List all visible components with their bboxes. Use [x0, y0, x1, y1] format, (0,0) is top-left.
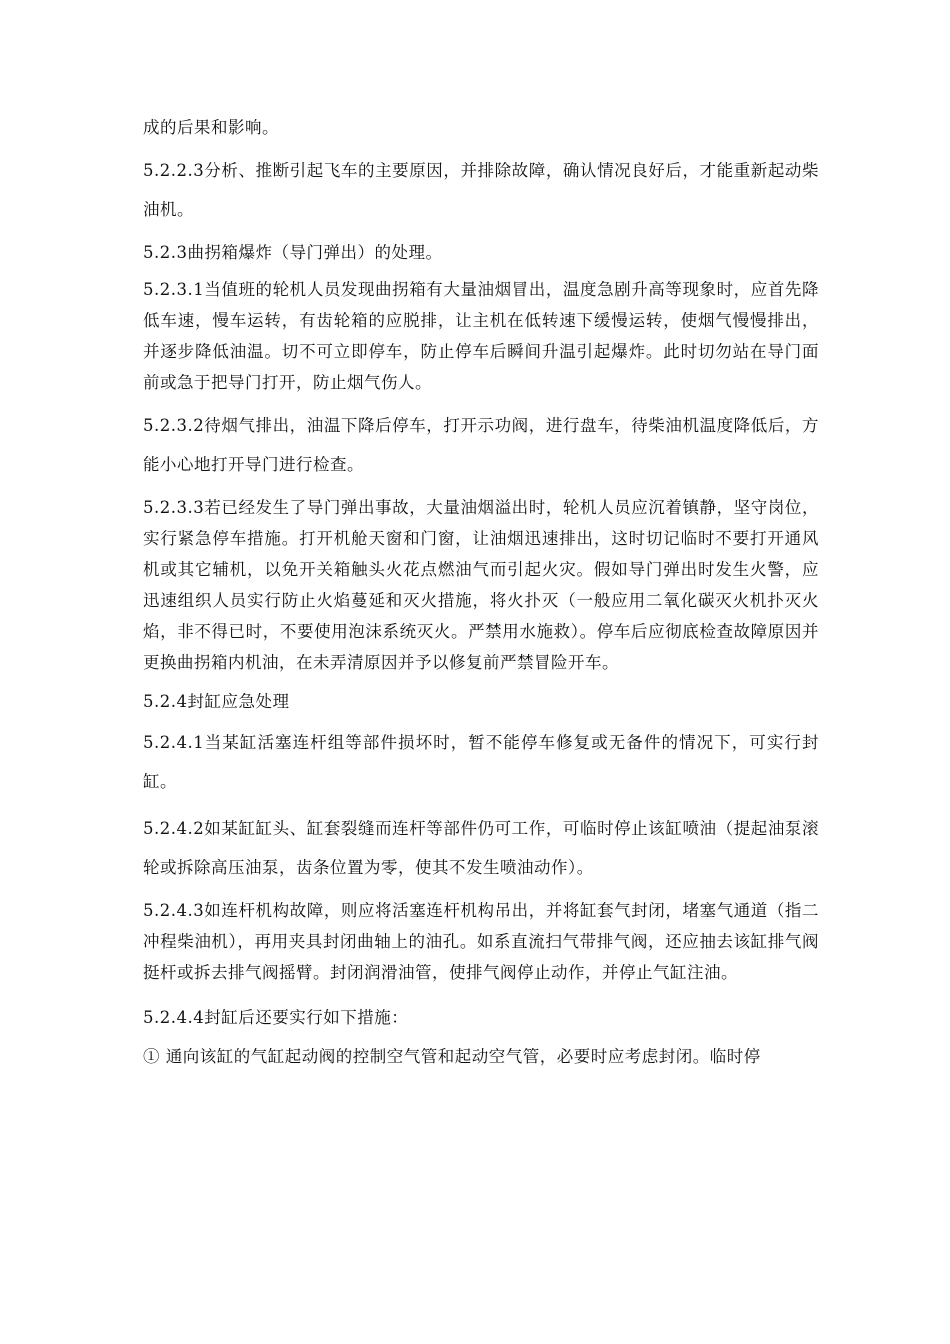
- paragraph-5-2-4-1: 5.2.4.1当某缸活塞连杆组等部件损坏时，暂不能停车修复或无备件的情况下，可实行封缸。: [143, 733, 819, 791]
- list-item-1: ① 通向该缸的气缸起动阀的控制空气管和起动空气管，必要时应考虑封闭。临时停: [143, 1047, 761, 1066]
- paragraph-5-2-4-2: 5.2.4.2如某缸缸头、缸套裂缝而连杆等部件仍可工作，可临时停止该缸喷油（提起油泵滚轮或拆除高压油泵，齿条位置为零，使其不发生喷油动作）。: [143, 819, 819, 877]
- paragraph-5-2-4-4: 5.2.4.4封缸后还要实行如下措施：: [143, 1008, 409, 1027]
- paragraph-5-2-3-3: 5.2.3.3若已经发生了导门弹出事故，大量油烟溢出时，轮机人员应沉着镇静，坚守岗位，实行紧急停车措施。打开机舱天窗和门窗，让油烟迅速排出，这时切记临时不要打开通风机或其它辅机，以免开关箱触头火花点燃油气而引起火灾。假如导门弹出时发生火警，应迅速组织人员实行防止火焰蔓延和灭火措施，将火扑灭（一般应用二氧化碳灭火机扑灭火焰，非不得已时，不要使用泡沫系统灭火。严禁用水施救）。停车后应彻底检查故障原因并更换曲拐箱内机油，在未弄清原因并予以修复前严禁冒险开车。: [143, 498, 819, 672]
- document-body: [143, 112, 819, 1080]
- paragraph-5-2-3-2: 5.2.3.2待烟气排出，油温下降后停车，打开示功阀，进行盘车，待柴油机温度降低后，方能小心地打开导门进行检查。: [143, 416, 819, 474]
- heading-5-2-4: 5.2.4封缸应急处理: [143, 692, 290, 711]
- paragraph-consequences: 成的后果和影响。: [143, 118, 279, 137]
- heading-5-2-3: 5.2.3曲拐箱爆炸（导门弹出）的处理。: [143, 243, 443, 262]
- paragraph-5-2-3-1: 5.2.3.1当值班的轮机人员发现曲拐箱有大量油烟冒出，温度急剧升高等现象时，应首先降低车速，慢车运转，有齿轮箱的应脱排，让主机在低转速下缓慢运转，使烟气慢慢排出，并逐步降低油温。切不可立即停车，防止停车后瞬间升温引起爆炸。此时切勿站在导门面前或急于把导门打开，防止烟气伤人。: [143, 280, 819, 392]
- paragraph-5-2-4-3: 5.2.4.3如连杆机构故障，则应将活塞连杆机构吊出，并将缸套气封闭，堵塞气通道（指二冲程柴油机），再用夹具封闭曲轴上的油孔。如系直流扫气带排气阀，还应抽去该缸排气阀挺杆或拆去排气阀摇臂。封闭润滑油管，使排气阀停止动作，并停止气缸注油。: [143, 901, 819, 982]
- paragraph-5-2-2-3: 5.2.2.3分析、推断引起飞车的主要原因，并排除故障，确认情况良好后，才能重新起动柴油机。: [143, 161, 819, 219]
